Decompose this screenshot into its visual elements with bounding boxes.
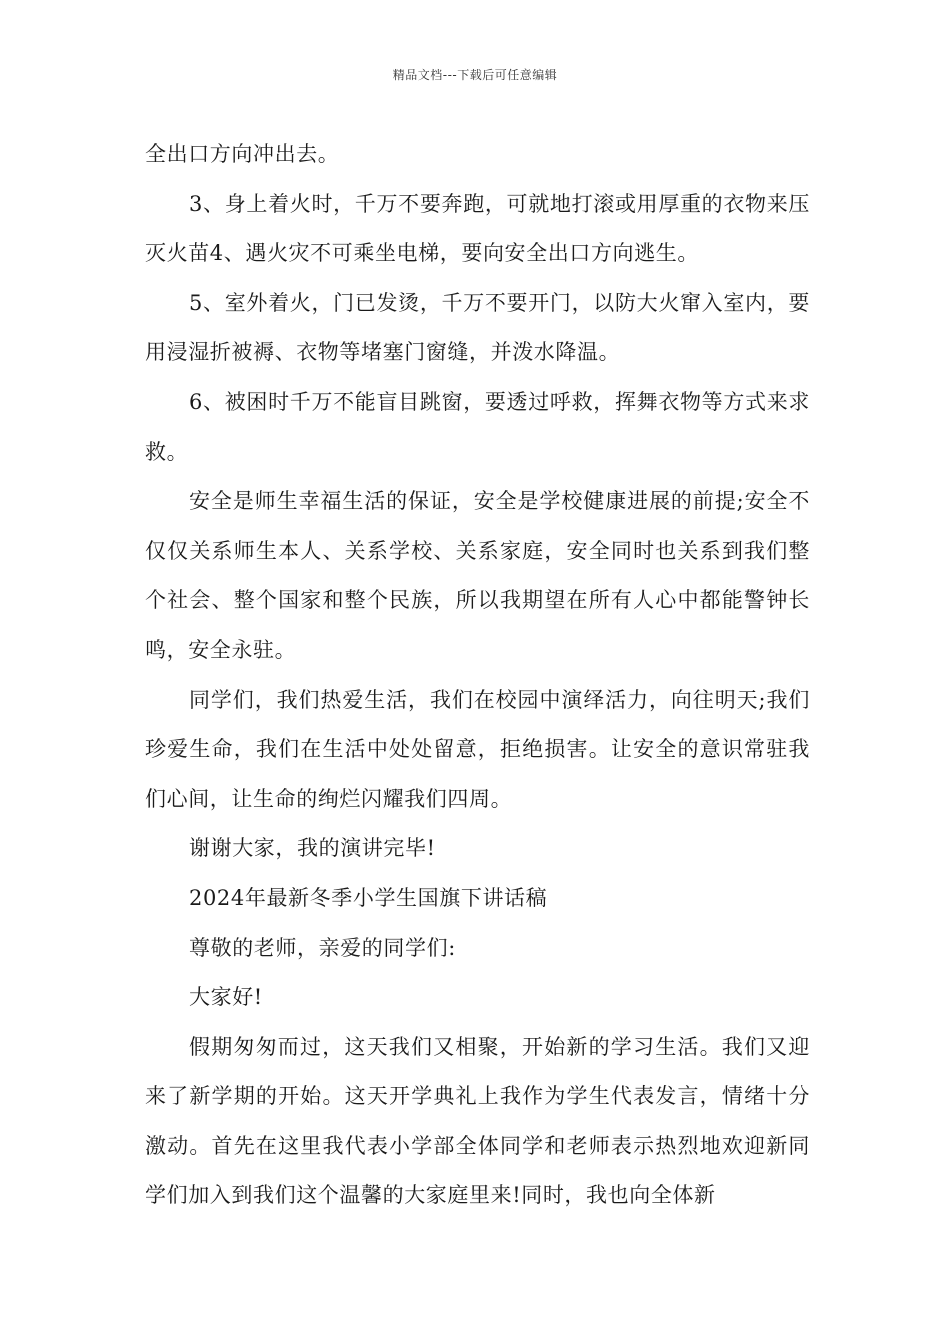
paragraph-thanks: 谢谢大家，我的演讲完毕! (189, 836, 436, 861)
paragraph-holiday: 假期匆匆而过，这天我们又相聚，开始新的学习生活。我们又迎来了新学期的开始。这天开学典礼上我作为学生代表发言，情绪十分激动。首先在这里我代表小学部全体同学和老师表示热烈地欢迎新同学们加入到我们这个温馨的大家庭里来!同时，我也向全体新 (145, 1034, 810, 1208)
page-header: 精品文档---下载后可任意编辑 (392, 68, 558, 82)
greeting: 大家好! (189, 985, 263, 1010)
paragraph-tip-3: 3、身上着火时，千万不要奔跑，可就地打滚或用厚重的衣物来压灭火苗4、遇火灾不可乘坐电梯，要向安全出口方向逃生。 (145, 191, 810, 266)
paragraph-safety: 安全是师生幸福生活的保证，安全是学校健康进展的前提;安全不仅仅关系师生本人、关系学校、关系家庭，安全同时也关系到我们整个社会、整个国家和整个民族，所以我期望在所有人心中都能警钟长鸣，安全永驻。 (145, 489, 810, 662)
paragraph-tip-5: 5、室外着火，门已发烫，千万不要开门，以防大火窜入室内，要用浸湿折被褥、衣物等堵塞门窗缝，并泼水降温。 (145, 290, 810, 365)
paragraph-students: 同学们，我们热爱生活，我们在校园中演绎活力，向往明天;我们珍爱生命，我们在生活中处处留意，拒绝损害。让安全的意识常驻我们心间，让生命的绚烂闪耀我们四周。 (145, 687, 810, 811)
speech-title: 2024年最新冬季小学生国旗下讲话稿 (189, 885, 548, 910)
paragraph-continuation: 全出口方向冲出去。 (145, 142, 340, 166)
document-body (145, 130, 810, 1221)
salutation: 尊敬的老师，亲爱的同学们: (189, 935, 456, 960)
paragraph-tip-6: 6、被困时千万不能盲目跳窗，要透过呼救，挥舞衣物等方式来求救。 (145, 389, 810, 464)
